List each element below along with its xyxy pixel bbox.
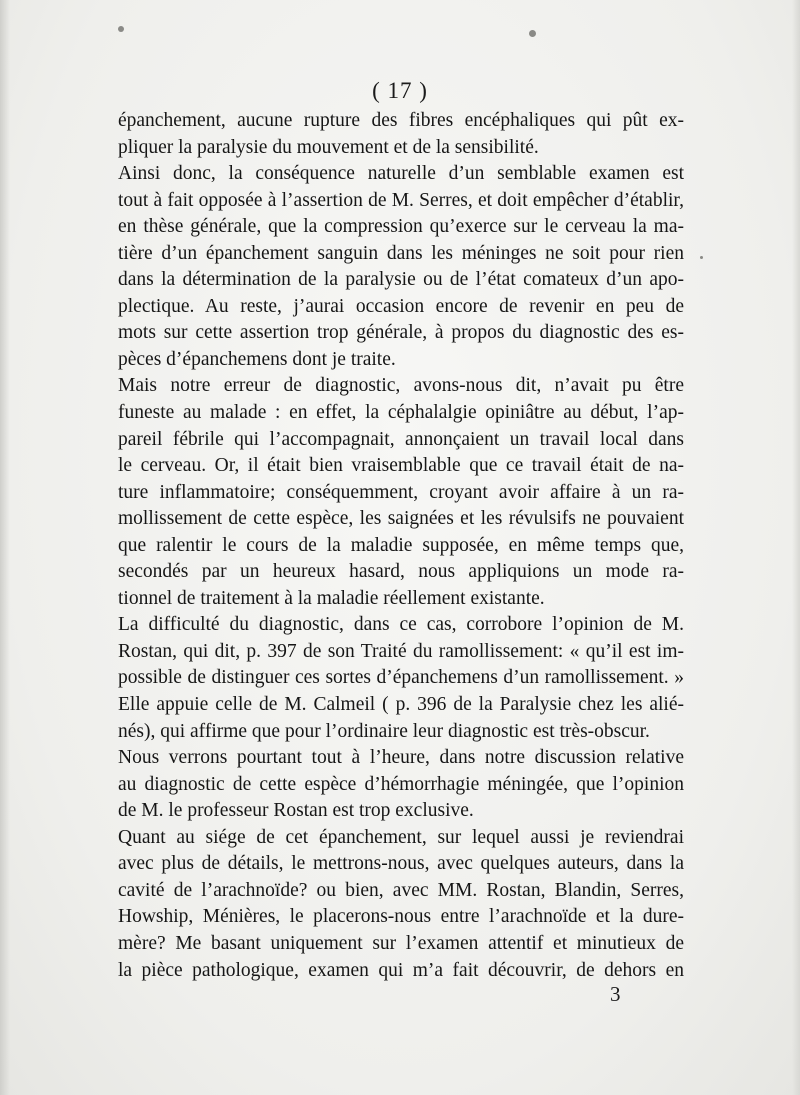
text-line: en thèse générale, que la compression qu’exerce sur le cerveau la ma- [118, 216, 684, 238]
text-line: pèces d’épanchemens dont je traite. [118, 348, 396, 370]
text-line: pliquer la paralysie du mouvement et de la sensibilité. [118, 136, 539, 158]
text-line: Mais notre erreur de diagnostic, avons-nous dit, n’avait pu être [118, 375, 684, 397]
text-line: dans la détermination de la paralysie ou de l’état comateux d’un apo- [118, 269, 684, 291]
text-line: Quant au siége de cet épanchement, sur lequel aussi je reviendrai [118, 826, 684, 848]
text-line: avec plus de détails, le mettrons-nous, avec quelques auteurs, dans la [118, 853, 684, 875]
text-line: tout à fait opposée à l’assertion de M. Serres, et doit empêcher d’établir, [118, 189, 684, 211]
page-left-edge-shadow [0, 0, 10, 1095]
text-line: plectique. Au reste, j’aurai occasion encore de revenir en peu de [118, 295, 684, 317]
text-line: mots sur cette assertion trop générale, à propos du diagnostic des es- [118, 322, 684, 344]
page-right-edge-shadow [792, 0, 800, 1095]
text-line: tière d’un épanchement sanguin dans les méninges ne soit pour rien [118, 242, 684, 264]
text-line: ture inflammatoire; conséquemment, croyant avoir affaire à un ra- [118, 481, 684, 503]
ink-speck [118, 26, 124, 32]
text-line: de M. le professeur Rostan est trop exclusive. [118, 800, 474, 822]
text-line: épanchement, aucune rupture des fibres encéphaliques qui pût ex- [118, 110, 684, 131]
text-line: pareil fébrile qui l’accompagnait, annonçaient un travail local dans [118, 428, 684, 450]
text-line: mère? Me basant uniquement sur l’examen attentif et minutieux de [118, 932, 684, 954]
text-line: au diagnostic de cette espèce d’hémorrhagie méningée, que l’opinion [118, 773, 684, 795]
text-line: Howship, Ménières, le placerons-nous entre l’arachnoïde et la dure- [118, 906, 684, 928]
text-line: possible de distinguer ces sortes d’épanchemens d’un ramollissement. » [118, 667, 684, 689]
text-line: funeste au malade : en effet, la céphalalgie opiniâtre au début, l’ap- [118, 402, 684, 424]
text-line: Ainsi donc, la conséquence naturelle d’un semblable examen est [118, 163, 684, 185]
text-line: le cerveau. Or, il était bien vraisemblable que ce travail était de na- [118, 455, 684, 477]
text-line: mollissement de cette espèce, les saignées et les révulsifs ne pouvaient [118, 508, 684, 530]
text-line: nés), qui affirme que pour l’ordinaire leur diagnostic est très-obscur. [118, 720, 650, 742]
text-line: que ralentir le cours de la maladie supposée, en même temps que, [118, 534, 684, 556]
text-line: Rostan, qui dit, p. 397 de son Traité du ramollissement: « qu’il est im- [118, 640, 684, 662]
text-line: cavité de l’arachnoïde? ou bien, avec MM. Rostan, Blandin, Serres, [118, 879, 684, 901]
signature-mark: 3 [610, 982, 621, 1006]
text-line: secondés par un heureux hasard, nous appliquions un mode ra- [118, 561, 684, 583]
text-line: tionnel de traitement à la maladie réellement existante. [118, 587, 545, 609]
body-text [118, 108, 684, 984]
ink-speck [529, 30, 536, 37]
text-line: Elle appuie celle de M. Calmeil ( p. 396 de la Paralysie chez les alié- [118, 694, 684, 716]
text-line: la pièce pathologique, examen qui m’a fait découvrir, de dehors en [118, 959, 684, 981]
text-line: La difficulté du diagnostic, dans ce cas, corrobore l’opinion de M. [118, 614, 684, 636]
text-line: Nous verrons pourtant tout à l’heure, dans notre discussion relative [118, 747, 684, 769]
page-number: ( 17 ) [372, 78, 428, 103]
ink-speck [700, 256, 703, 259]
